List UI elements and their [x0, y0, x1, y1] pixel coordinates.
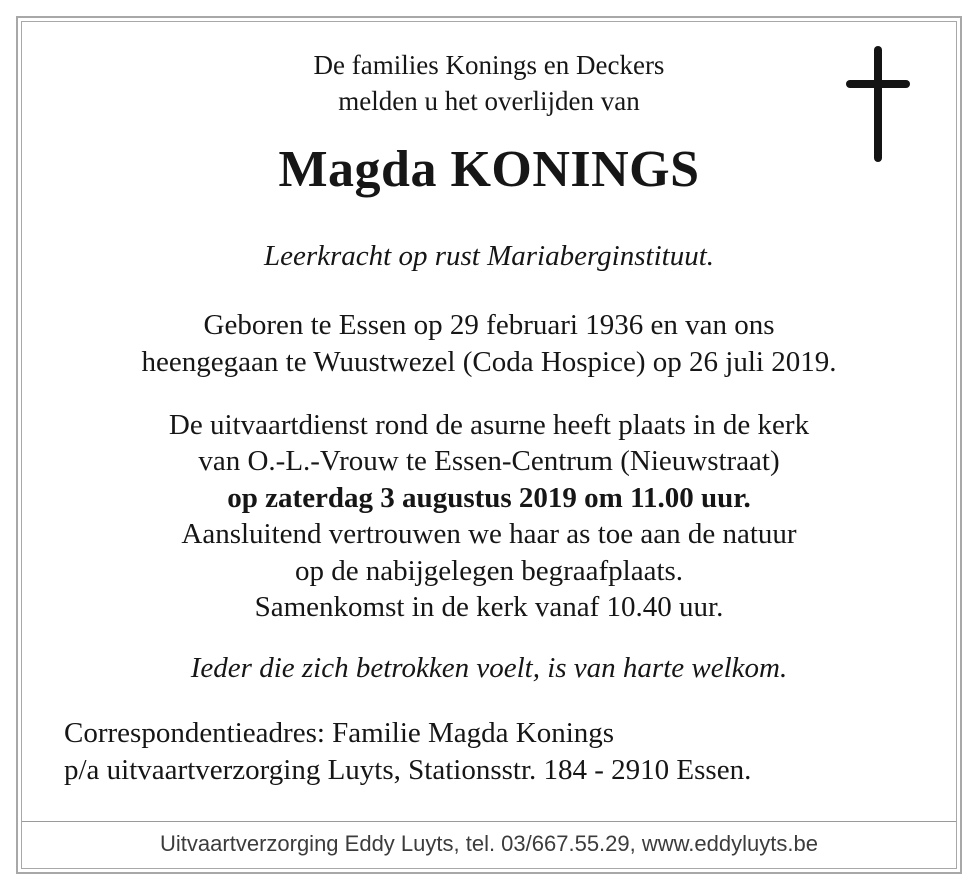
service-datetime: op zaterdag 3 augustus 2019 om 11.00 uur.	[227, 481, 751, 514]
correspondence-line-2: p/a uitvaartverzorging Luyts, Stationsstr. 184 - 2910 Essen.	[64, 753, 752, 786]
service-paragraph	[22, 407, 956, 626]
announcement-card	[16, 16, 962, 874]
intro-text	[22, 48, 956, 119]
footer-block	[22, 821, 956, 868]
service-line-2: van O.-L.-Vrouw te Essen-Centrum (Nieuwstraat)	[198, 445, 780, 478]
birth-death-line-2: heengegaan te Wuustwezel (Coda Hospice) op 26 juli 2019.	[141, 345, 837, 378]
announcement-inner-border	[21, 21, 957, 869]
funeral-home-footer: Uitvaartverzorging Eddy Luyts, tel. 03/667.55.29, www.eddyluyts.be	[160, 831, 818, 856]
service-line-6: Samenkomst in de kerk vanaf 10.40 uur.	[254, 591, 724, 624]
service-line-4: Aansluitend vertrouwen we haar as toe aan de natuur	[181, 518, 797, 551]
deceased-name: Magda KONINGS	[278, 141, 700, 199]
intro-line-1: De families Konings en Deckers	[313, 50, 665, 80]
deceased-subtitle: Leerkracht op rust Mariaberginstituut.	[263, 240, 715, 273]
latin-cross-icon	[842, 46, 914, 162]
welcome-text: Ieder die zich betrokken voelt, is van harte welkom.	[190, 651, 788, 684]
birth-death-line-1: Geboren te Essen op 29 februari 1936 en van ons	[203, 309, 775, 342]
service-line-5: op de nabijgelegen begraafplaats.	[294, 554, 684, 587]
intro-line-2: melden u het overlijden van	[338, 85, 640, 116]
correspondence-line-1: Correspondentieadres: Familie Magda Konings	[64, 716, 615, 749]
correspondence-block	[22, 715, 956, 789]
service-line-1: De uitvaartdienst rond de asurne heeft plaats in de kerk	[168, 408, 810, 441]
birth-death-paragraph	[22, 307, 956, 380]
